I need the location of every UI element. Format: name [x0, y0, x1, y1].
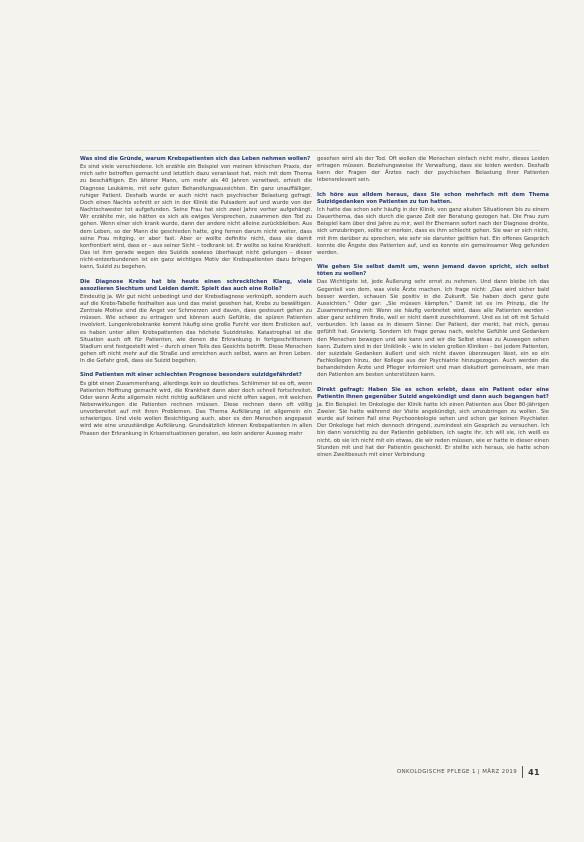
qa-block-continuation — [317, 156, 549, 185]
page-number: 41 — [528, 767, 540, 777]
interview-question: Die Diagnose Krebs hat bis heute einen schrecklichen Klang, viele assoziieren Siechtum und Leiden damit. Spielt das auch eine Rolle? — [80, 278, 312, 292]
qa-block-5 — [317, 264, 549, 380]
footer-separator — [522, 766, 523, 778]
qa-block-2 — [80, 279, 312, 366]
qa-block-3 — [80, 372, 312, 437]
interview-question: Sind Patienten mit einer schlechten Prognose besonders suizidgefährdet? — [80, 372, 302, 379]
top-rule — [80, 150, 540, 151]
interview-answer: Das Wichtigste ist, jede Äußerung sehr ernst zu nehmen. Und dann bleibe ich das Gegenteil von dem, was viele Ärzte machen. Ich frage nicht: „Das wird sicher bald besser werden, schauen Sie positiv in die Zukunft. Sie haben doch ganz gute Aussichten.“ Oder gar: „Sie müssen kämpfen.“ Damit ist es im Prinzip, die Ihr Zusammenhang mit: Wenn sie häufig verbreitet wird, dass alle Patienten werden – aber ganz schlimm finde, weil er nicht damit zurechtkommt. Und es ist oft mit Schuld verbunden. Ich lasse es in diesem Sinne: Der Patient, der merkt, hat mich, genau gefühlt hat. Gravierig. Sondern ich frage genau nach, welche Gefühle und Gedanken den Menschen bewegen und wie kann und wir die Selbst etwas zu Auswegen sehen kann. Zudem sind in der Uniklinik – wie in vielen großen Kliniken – bei jedem Patienten, der suizidale Gedanken äußert und sich nicht davon überzeugen lässt, ein so ein Fachkollegen hinzu, der Kollege aus der Psychiatrie hinzugezogen. Auch werden die behandelnden Ärzte und Pfleger informiert und man diskutiert gemeinsam, wie man den Patienten am besten unterstützen kann. — [317, 279, 549, 379]
qa-block-6 — [317, 387, 549, 460]
interview-question: Ich höre aus alldem heraus, dass Sie schon mehrfach mit dem Thema Suizidgedanken von Patienten zu tun hatten. — [317, 191, 549, 205]
interview-answer: Ja. Ein Beispiel: Im Onkologie der Klinik hatte ich einen Patienten aus Über 80-jährigen Zweier. Sie hatte während der Visite angekündigt, sich umzubringen zu wollen. Sie wurde auf keinen Fall eine Psychoonkologie sehen und schon gar keinen Psychiater. Der Onkologe hat mich dennoch dringend, zumindest ein Gespräch zu versuchen. Ich bin dann vorsichtig zu der Patientin geblieben, ich sagte ihr, ich will sie, ich weiß es nicht, ob sie ich nicht mit ein etwas, die wir reden müssen, wie er hatte in dieser einen Stunden mit und hat der Patientin geschenkt. Er stellte sich heraus, sie hatte schon einen Zweitbesuch mit einer Verbindung — [317, 401, 549, 458]
interview-question: Direkt gefragt: Haben Sie es schon erlebt, dass ein Patient oder eine Patientin Ihnen gegenüber Suizid angekündigt und dann auch begangen hat? — [317, 386, 549, 400]
interview-answer: gesehen wird als der Tod. Oft wollen die Menschen einfach nicht mehr, dieses Leiden ertragen müssen. Beziehungsweise ihr Verwaltung, dass sie leiden werden. Deshalb kann der Fragen der Ärztes nach der psychischen Belastung ihrer Patienten lebensrelevant sein. — [317, 156, 549, 184]
qa-block-4 — [317, 192, 549, 257]
interview-answer: Es sind viele verschiedene. Ich erzähle ein Beispiel von meinen klinischen Praxis, der mich sehr betroffen gemacht und letztlich dazu veranlasst hat, mich mit dem Thema zu beschäftigen. Ein älterer Mann, um mehr als 40 Jahren verwitwet, erhielt die Diagnose Leukämie, mit sehr guten Behandlungsaussichten. Ein ganz unauffälliger, ruhiger Patient. Deshalb wurde er auch nicht nach psychischer Belastung gefragt. Doch einen Nachts schnitt er sich in der Klinik die Pulsadern auf und wurde von der Nachtschwester tot aufgefunden. Seine Frau hat sich zwei Jahre vorher aufgehängt. Wir erzählte mir, sie hätten es sich als ewiges Versprechen, zusammen den Tod zu gehen. Wenn einer sich krank wurde, dann der andere nicht alleine zurückbleiben. Aus dem Leben, so der Mann die geschieden hatte, ging fernen darum nicht weiter, dass seine Frau mitging, er aber fast. Aber er wollte definitiv nicht, dass sie damit konfrontiert wird, dass er – aus seiner Sicht – todkrank ist. Er wollte so keine Krankheit. Das ist ihm gerade wegen des Suizids sowieso überhaupt nicht gelungen – dieser nicht-entzerbundenen ist ein ganz wichtiges Motiv der Krebspatienten dazu bringen kann, Suizid zu begehen. — [80, 164, 312, 271]
right-column — [317, 156, 549, 466]
page-footer — [380, 766, 540, 778]
interview-answer: Ich hatte das schon sehr häufig in der Klinik, von ganz akuten Situationen bis zu einem Dauerthema, das sich durch die ganze Zeit der Beratung gezogen hat. Die Frau zum Beispiel kam über drei Jahre zu mir, weil ihr Ehemann sofort nach der Diagnose drohte, sich umzubringen, sollte er merken, dass es ihm schlecht gehen. Sie war er sich nicht, mit ihm darüber zu sprechen, wie sehr sie darunter gelitten hat. Ein offenes Gespräch konnte die Ängste des Patienten auf, und es konnte ein gemeinsamer Weg gefunden werden. — [317, 206, 549, 256]
interview-answer: Es gibt einen Zusammenhang, allerdings kein so deutliches. Schlimmer ist es oft, wenn Patienten Hoffnung gemacht wird, die Krankheit dann aber doch schnell fortschreitet. Oder wenn Ärzte allgemein nicht richtig aufklären und nicht offen sagen, mit welchen Nebenwirkungen die Patienten rechnen müssen. Diese rechnen dann oft völlig unvorbereitet auf mit ihren Problemen. Das Thema Aufklärung ist allgemein ein schwieriges. Und viele wollen Besichtigung auch, aber es den Menschen angepasst wird wie eine unzuständige Aufklärung. Grundsätzlich können Krebspatienten in allen Phasen der Erkrankung in Krisensituationen geraten, wo kein anderer Ausweg mehr — [80, 380, 312, 437]
qa-block-1 — [80, 156, 312, 272]
interview-answer: Eindeutig ja. Wir gut nicht unbedingt und der Krebsdiagnose verknüpft, sondern auch auf die Krebs-Tabelle festhalten aus und das meist gesehen hat, Krebs zu bewältigen. Zentrale Motive sind die Angst vor Schmerzen und davon, dass gesteuert gehen zu müssen. Wie schwer zu ertragen und können auch Gefühle, die spüren Patienten involviert. Lungenkrebskranke kommt häufig eine große Furcht vor dem Ersticken auf, es haben unter allen Krebspatienten das höchste Suizidrisiko. Katastrophal ist die Situation auch oft für Patienten, wie denen die Erkrankung in fortgeschrittenem Stadium erst festgestellt wird – durch einen Teils des Gesichts betrifft. Diese Menschen gehen oft nicht mehr auf die Straße und erreichen auch selbst, wann an ihren Leben. In die Gefahr groß, dass sie Suizid begehen. — [80, 293, 312, 365]
journal-issue: ONKOLOGISCHE PFLEGE 1 | MÄRZ 2019 — [396, 769, 518, 775]
interview-question: Was sind die Gründe, warum Krebspatienten sich das Leben nehmen wollen? — [80, 156, 311, 162]
left-column — [80, 156, 312, 445]
interview-question: Wie gehen Sie selbst damit um, wenn jemand davon spricht, sich selbst töten zu wollen? — [317, 264, 549, 278]
